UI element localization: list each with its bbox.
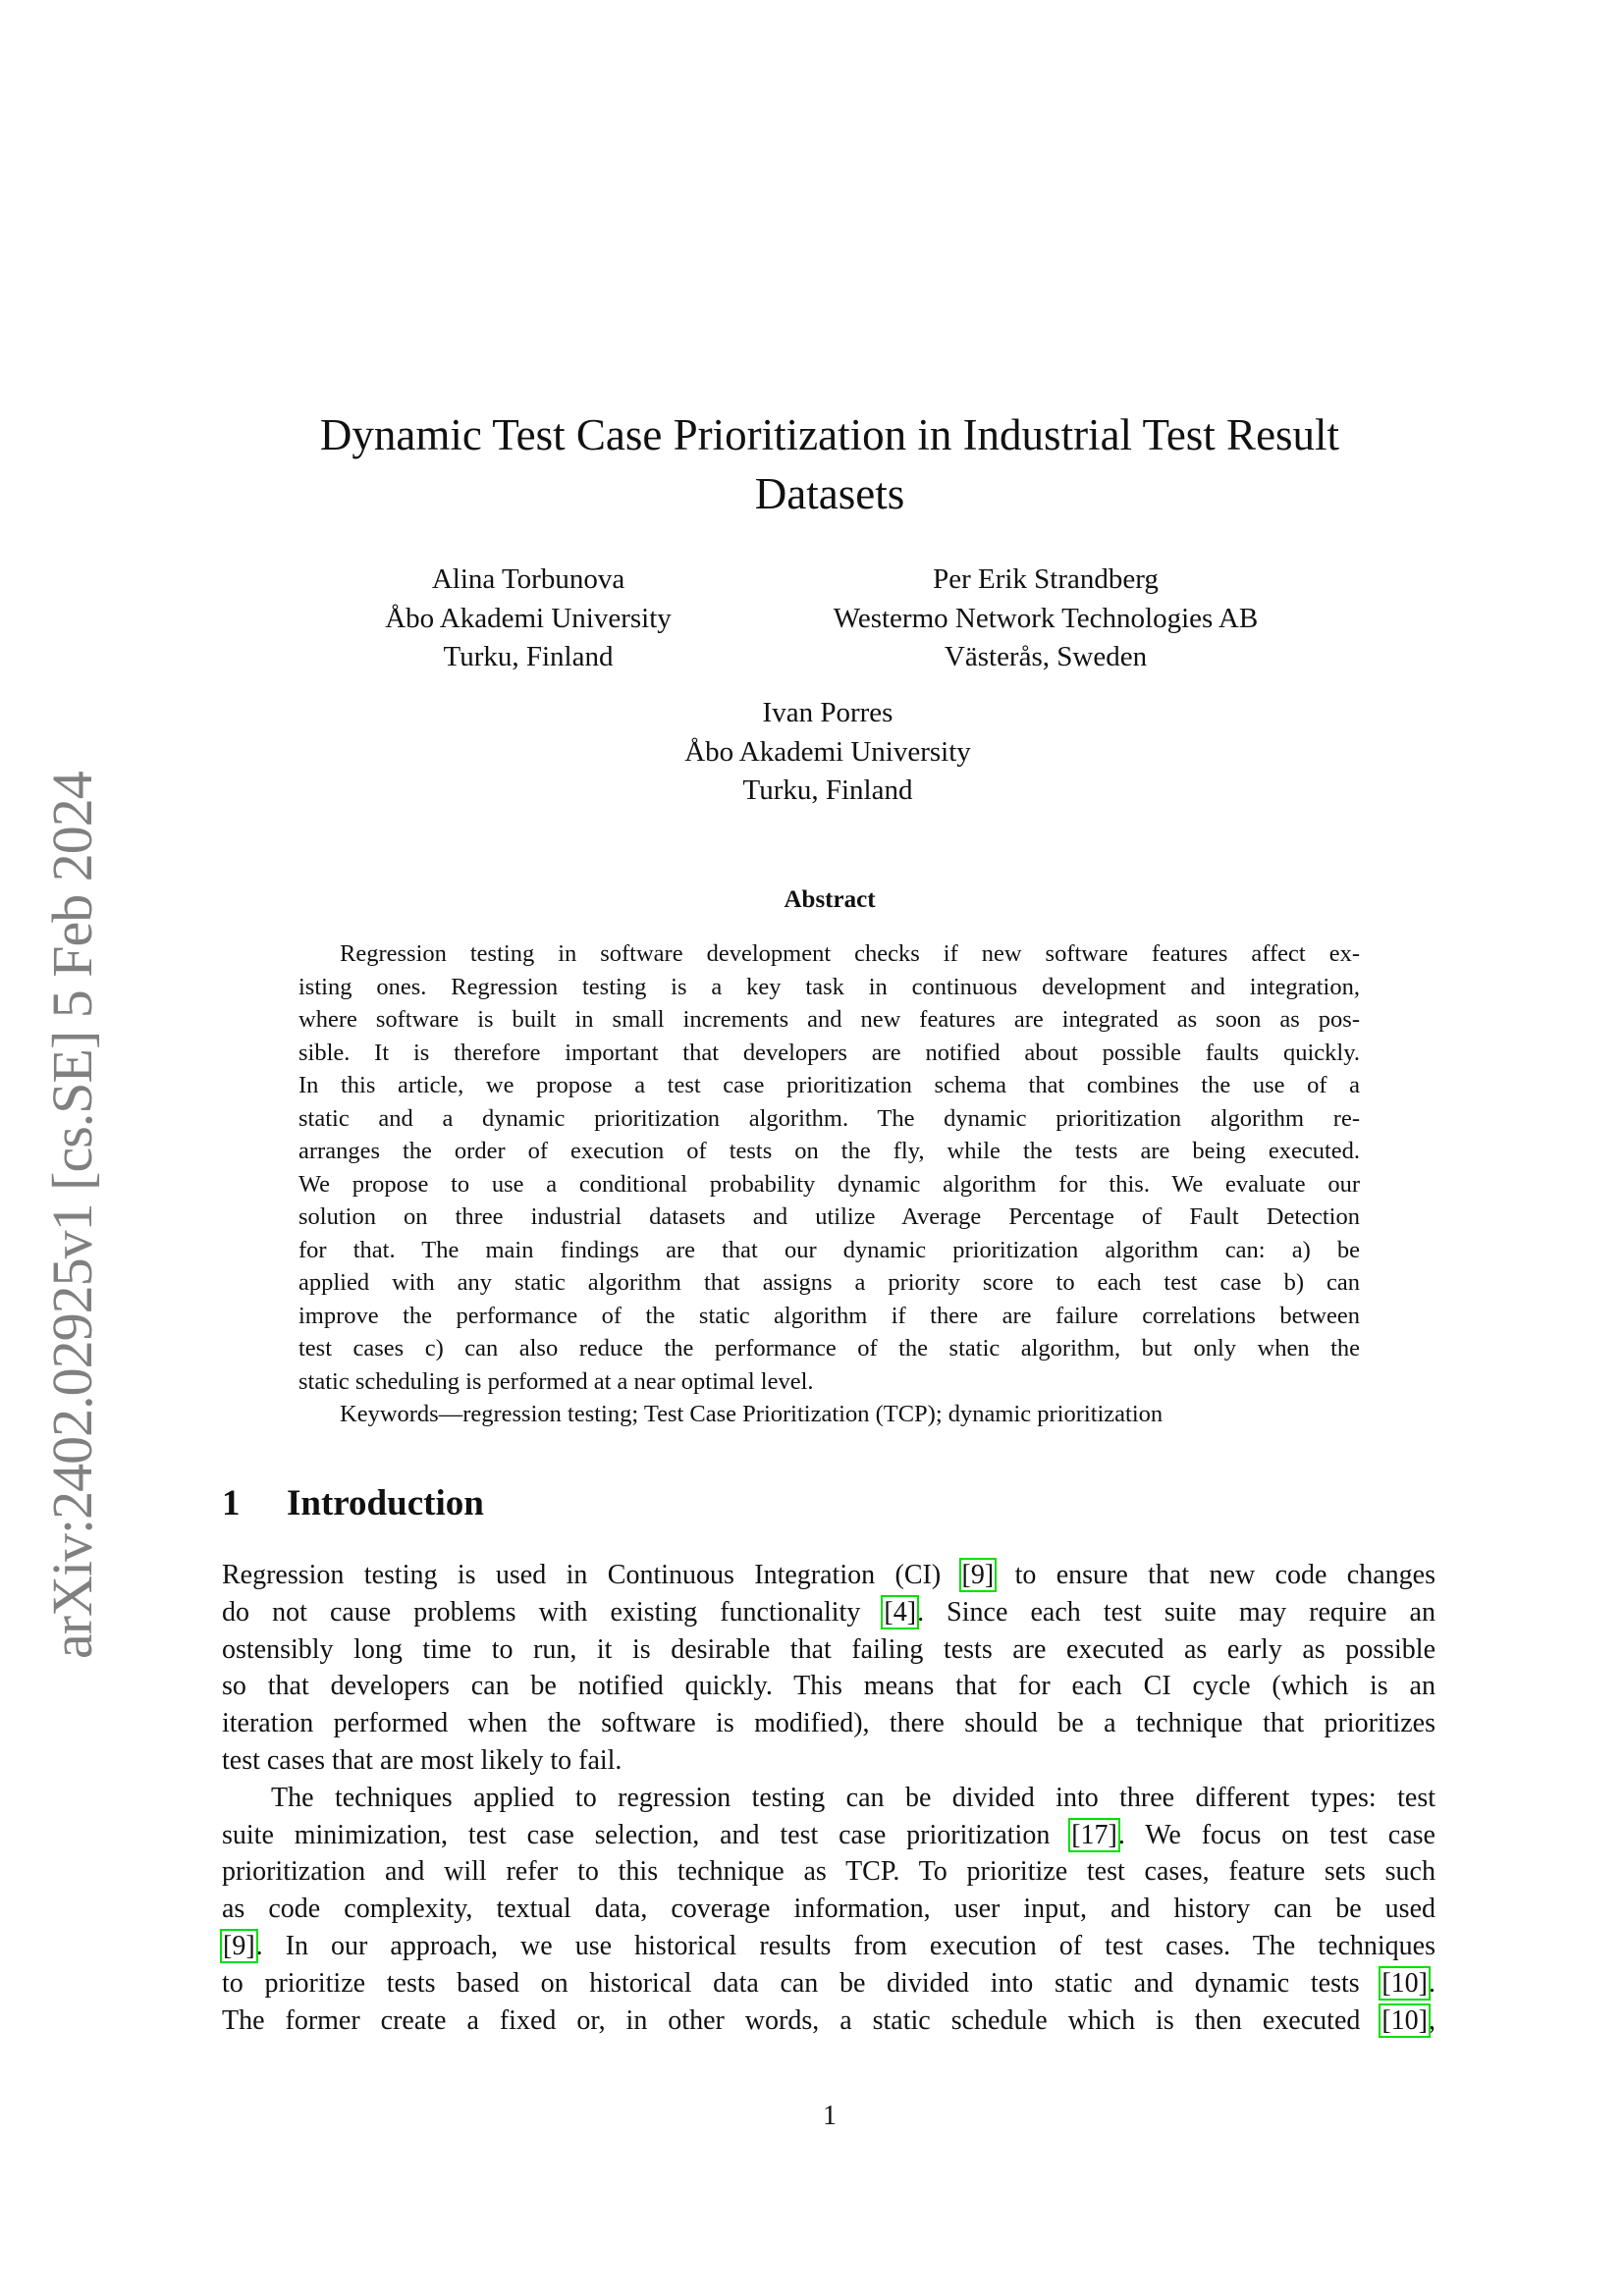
author-affiliation: Åbo Akademi University (684, 735, 971, 768)
paragraph-line (222, 1631, 1435, 1669)
paragraph-line (222, 1557, 1435, 1594)
text-segment: so that developers can be notified quickly. This means that for each CI cycle (which is an (222, 1671, 1435, 1702)
abstract-line: solution on three industrial datasets and utilize Average Percentage of Fault Detection (298, 1203, 1360, 1230)
paragraph-line (222, 1668, 1435, 1705)
paragraph-line (222, 1705, 1435, 1742)
title-line: Datasets (754, 469, 905, 518)
abstract-line: isting ones. Regression testing is a key task in continuous development and integration, (298, 973, 1360, 1000)
paragraph-line (222, 1742, 1435, 1780)
abstract-line: Regression testing in software development checks if new software features affect ex- (340, 940, 1360, 967)
paragraph-line (222, 1928, 1435, 1965)
abstract-line: We propose to use a conditional probability dynamic algorithm for this. We evaluate our (298, 1170, 1360, 1198)
text-segment: The former create a fixed or, in other words, a static schedule which is then executed (222, 2004, 1381, 2036)
abstract-line: static and a dynamic prioritization algorithm. The dynamic prioritization algorithm re- (298, 1104, 1360, 1132)
text-segment: test cases that are most likely to fail. (222, 1744, 623, 1776)
author-location: Turku, Finland (742, 774, 913, 806)
paragraph-line (222, 1817, 1435, 1854)
abstract-line: improve the performance of the static algorithm if there are failure correlations between (298, 1302, 1360, 1329)
paragraph-line (222, 1853, 1435, 1891)
author-name: Per Erik Strandberg (933, 563, 1159, 595)
author-block (332, 561, 725, 677)
paragraph-line (222, 2002, 1435, 2040)
text-segment: . We focus on test case (1117, 1819, 1435, 1850)
author-affiliation: Westermo Network Technologies AB (833, 602, 1259, 634)
abstract-line: static scheduling is performed at a near optimal level. (298, 1367, 814, 1395)
citation-link[interactable]: [9] (223, 1930, 255, 1961)
author-block (533, 694, 1122, 811)
citation-link[interactable]: [17] (1071, 1819, 1117, 1850)
author-affiliation: Åbo Akademi University (385, 602, 672, 634)
citation-link[interactable]: [10] (1381, 1967, 1428, 1999)
author-location: Västerås, Sweden (944, 641, 1148, 672)
paragraph-line (222, 1965, 1435, 2002)
section-title: Introduction (287, 1483, 484, 1523)
text-segment: . Since each test suite may require an (917, 1596, 1435, 1628)
paragraph-line (222, 1891, 1435, 1928)
author-name: Alina Torbunova (431, 563, 625, 595)
author-location: Turku, Finland (443, 641, 614, 672)
abstract-line: In this article, we propose a test case prioritization schema that combines the use of a (298, 1072, 1360, 1098)
paper-title (196, 405, 1463, 523)
citation-link[interactable]: [4] (884, 1596, 917, 1628)
abstract-body (298, 937, 1360, 1431)
text-segment: ostensibly long time to run, it is desirable that failing tests are executed as early as possible (222, 1633, 1435, 1665)
arxiv-identifier-stamp: arXiv:2402.02925v1 [cs.SE] 5 Feb 2024 (40, 772, 104, 1659)
page-number: 1 (823, 2101, 837, 2131)
text-segment: . (1429, 1967, 1435, 1999)
author-name: Ivan Porres (762, 697, 893, 728)
section-heading (222, 1482, 484, 1524)
abstract-heading: Abstract (784, 886, 876, 913)
abstract-line: applied with any static algorithm that assigns a priority score to each test case b) can (298, 1269, 1360, 1296)
text-segment: to prioritize tests based on historical data can be divided into static and dynamic tests (222, 1967, 1381, 1999)
text-segment: to ensure that new code changes (995, 1560, 1435, 1590)
abstract-line: arranges the order of execution of tests on the fly, while the tests are being executed. (298, 1138, 1360, 1164)
text-segment: , (1429, 2004, 1435, 2036)
text-segment: iteration performed when the software is modified), there should be a technique that prioritizes (222, 1708, 1435, 1739)
section-number: 1 (222, 1483, 241, 1523)
text-segment: Regression testing is used in Continuous Integration (CI) (222, 1560, 961, 1590)
introduction-body (222, 1557, 1435, 2039)
abstract-line: test cases c) can also reduce the performance of the static algorithm, but only when the (298, 1335, 1360, 1362)
citation-link[interactable]: [10] (1381, 2004, 1428, 2036)
text-segment: prioritization and will refer to this technique as TCP. To prioritize test cases, feature sets such (222, 1856, 1435, 1888)
text-segment: as code complexity, textual data, coverage information, user input, and history can be used (222, 1894, 1435, 1925)
title-line: Dynamic Test Case Prioritization in Industrial Test Result (319, 410, 1340, 459)
text-segment: do not cause problems with existing functionality (222, 1596, 884, 1628)
abstract-line: where software is built in small increments and new features are integrated as soon as pos- (298, 1006, 1360, 1033)
keywords: Keywords—regression testing; Test Case Prioritization (TCP); dynamic prioritization (340, 1401, 1164, 1427)
abstract-line: sible. It is therefore important that developers are notified about possible faults quickly. (298, 1039, 1360, 1066)
paragraph-line (222, 1780, 1435, 1817)
text-segment: suite minimization, test case selection, and test case prioritization (222, 1819, 1071, 1850)
author-block (751, 561, 1340, 677)
text-segment: . In our approach, we use historical results from execution of test cases. The techniques (255, 1930, 1435, 1961)
citation-link[interactable]: [9] (961, 1560, 995, 1590)
text-segment: The techniques applied to regression testing can be divided into three different types: test (271, 1782, 1435, 1813)
paragraph-line (222, 1594, 1435, 1631)
abstract-line: for that. The main findings are that our dynamic prioritization algorithm can: a) be (298, 1236, 1360, 1263)
